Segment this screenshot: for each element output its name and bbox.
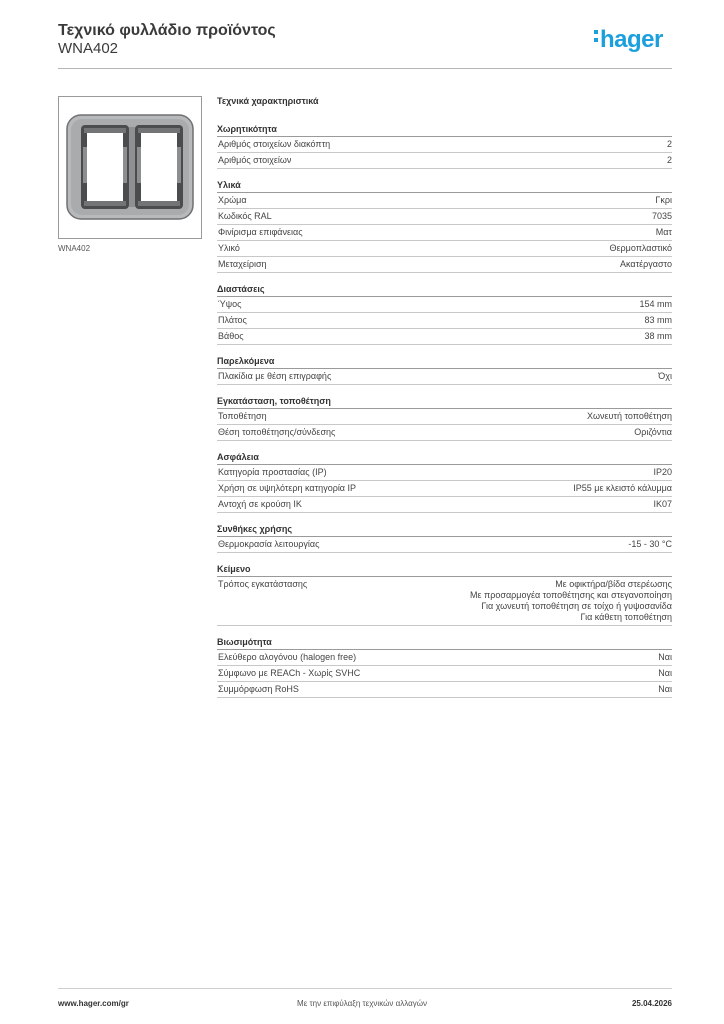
spec-row xyxy=(217,297,672,313)
footer-notice: Με την επιφύλαξη τεχνικών αλλαγών xyxy=(297,999,427,1008)
spec-value: 154 mm xyxy=(639,299,672,309)
image-caption: WNA402 xyxy=(58,244,91,253)
spec-value: Οριζόντια xyxy=(634,427,672,437)
spec-key: Ελεύθερο αλογόνου (halogen free) xyxy=(218,652,357,662)
spec-value: IK07 xyxy=(653,499,672,509)
spec-row xyxy=(217,497,672,513)
spec-value: Ναι xyxy=(658,652,672,662)
footer-date: 25.04.2026 xyxy=(631,999,672,1008)
spec-key: Βάθος xyxy=(218,331,244,341)
spec-key: Αριθμός στοιχείων xyxy=(218,155,292,165)
spec-row xyxy=(217,137,672,153)
spec-key: Τρόπος εγκατάστασης xyxy=(218,579,308,589)
spec-key: Συμμόρφωση RoHS xyxy=(218,684,299,694)
product-image xyxy=(58,96,202,239)
spec-value: 38 mm xyxy=(644,331,672,341)
spec-value-line: Με προσαρμογέα τοποθέτησης και στεγανοποίηση xyxy=(470,590,672,600)
specifications-title: Τεχνικά χαρακτηριστικά xyxy=(217,96,319,106)
section-title: Διαστάσεις xyxy=(217,284,672,297)
spec-section xyxy=(217,637,672,698)
document-title: Τεχνικό φυλλάδιο προϊόντος xyxy=(58,22,276,39)
section-title: Ασφάλεια xyxy=(217,452,672,465)
spec-row xyxy=(217,153,672,169)
spec-key: Κωδικός RAL xyxy=(218,211,272,221)
spec-row xyxy=(217,465,672,481)
spec-value: Χωνευτή τοποθέτηση xyxy=(586,411,672,421)
spec-row xyxy=(217,537,672,553)
spec-key: Ύψος xyxy=(218,299,242,309)
spec-section xyxy=(217,396,672,441)
spec-key: Θέση τοποθέτησης/σύνδεσης xyxy=(218,427,336,437)
spec-value: Γκρι xyxy=(655,195,672,205)
spec-key: Χρώμα xyxy=(218,195,247,205)
spec-row xyxy=(217,369,672,385)
spec-value-line: Για χωνευτή τοποθέτηση σε τοίχο ή γυψοσανίδα xyxy=(481,601,672,611)
spec-row xyxy=(217,241,672,257)
spec-section xyxy=(217,284,672,345)
spec-row xyxy=(217,257,672,273)
spec-section xyxy=(217,124,672,169)
spec-row xyxy=(217,193,672,209)
spec-row xyxy=(217,329,672,345)
footer-divider xyxy=(58,988,672,989)
spec-key: Χρήση σε υψηλότερη κατηγορία IP xyxy=(218,483,357,493)
section-title: Παρελκόμενα xyxy=(217,356,672,369)
spec-value: 2 xyxy=(666,139,672,149)
spec-section xyxy=(217,564,672,626)
spec-value: 2 xyxy=(666,155,672,165)
spec-row xyxy=(217,425,672,441)
section-title: Βιωσιμότητα xyxy=(217,637,672,650)
spec-value-line: Με οφικτήρα/βίδα στερέωσης xyxy=(555,579,672,589)
spec-row xyxy=(217,666,672,682)
spec-key: Κατηγορία προστασίας (IP) xyxy=(218,467,327,477)
spec-value-lines xyxy=(470,579,672,623)
spec-key: Πλακίδια με θέση επιγραφής xyxy=(218,371,332,381)
spec-key: Αριθμός στοιχείων διακόπτη xyxy=(218,139,331,149)
footer-website-link[interactable]: www.hager.com/gr xyxy=(58,999,129,1008)
spec-key: Πλάτος xyxy=(218,315,247,325)
spec-section xyxy=(217,524,672,553)
section-title: Εγκατάσταση, τοποθέτηση xyxy=(217,396,672,409)
section-title: Υλικά xyxy=(217,180,672,193)
spec-key: Υλικό xyxy=(218,243,240,253)
header-divider xyxy=(58,68,672,69)
logo-colon-mark xyxy=(594,26,600,45)
specifications-panel xyxy=(217,96,672,709)
spec-value: Ναι xyxy=(658,684,672,694)
section-title: Συνθήκες χρήσης xyxy=(217,524,672,537)
spec-row xyxy=(217,481,672,497)
spec-key: Φινίρισμα επιφάνειας xyxy=(218,227,303,237)
spec-row xyxy=(217,313,672,329)
spec-row xyxy=(217,650,672,666)
hager-logo xyxy=(594,26,663,54)
spec-value: IP55 με κλειστό κάλυμμα xyxy=(573,483,672,493)
spec-section xyxy=(217,356,672,385)
spec-key: Αντοχή σε κρούση IK xyxy=(218,499,302,509)
spec-value: Ναι xyxy=(658,668,672,678)
spec-value: IP20 xyxy=(653,467,672,477)
spec-row xyxy=(217,209,672,225)
spec-value-line: Για κάθετη τοποθέτηση xyxy=(580,612,672,622)
spec-value: Ακατέργαστο xyxy=(620,259,672,269)
spec-value: Θερμοπλαστικό xyxy=(609,243,672,253)
spec-row xyxy=(217,409,672,425)
spec-section xyxy=(217,452,672,513)
spec-value: Ματ xyxy=(655,227,672,237)
spec-value: -15 - 30 °C xyxy=(628,539,672,549)
spec-value: 7035 xyxy=(651,211,672,221)
product-code: WNA402 xyxy=(58,40,119,57)
section-title: Χωρητικότητα xyxy=(217,124,672,137)
spec-key: Σύμφωνο με REACh - Χωρίς SVHC xyxy=(218,668,361,678)
spec-section xyxy=(217,180,672,273)
spec-key: Θερμοκρασία λειτουργίας xyxy=(218,539,320,549)
spec-value: 83 mm xyxy=(644,315,672,325)
section-title: Κείμενο xyxy=(217,564,672,577)
spec-row xyxy=(217,577,672,626)
spec-key: Τοποθέτηση xyxy=(218,411,267,421)
spec-row xyxy=(217,682,672,698)
spec-key: Μεταχείριση xyxy=(218,259,267,269)
spec-row xyxy=(217,225,672,241)
logo-text: hager xyxy=(600,26,663,53)
spec-value: Όχι xyxy=(658,371,672,381)
